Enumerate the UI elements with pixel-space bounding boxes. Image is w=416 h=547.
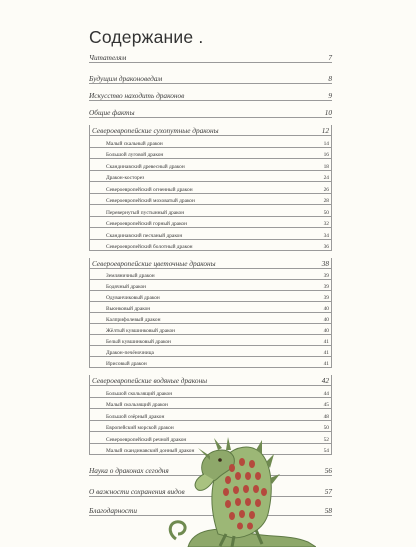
toc-subentry-label: Большой скользящий дракон xyxy=(106,390,173,397)
toc-subentry-label: Дракон-косторез xyxy=(106,175,145,181)
toc-entry-page: 58 xyxy=(324,506,332,515)
toc-subentry-page: 40 xyxy=(323,317,329,323)
toc-subentry-label: Скандинавский песчаный дракон xyxy=(106,232,183,239)
toc-section-label: Североевропейские цветочные драконы xyxy=(92,259,216,268)
toc-subentry[interactable] xyxy=(90,148,331,160)
toc-subentry[interactable] xyxy=(90,409,331,421)
toc-subentry-label: Бодячный дракон xyxy=(106,284,147,290)
toc-subentry-label: Малый скользящий дракон xyxy=(106,402,168,408)
toc-subentry-label: Вьюнковый дракон xyxy=(106,306,151,312)
toc-subentry[interactable] xyxy=(90,335,331,346)
toc-subentry[interactable] xyxy=(90,136,331,148)
toc-subentry[interactable] xyxy=(90,159,331,171)
toc-entry-label: Искусство находить драконов xyxy=(89,91,185,100)
toc-subentry-page: 39 xyxy=(323,284,329,290)
toc-subentry[interactable] xyxy=(90,421,331,433)
toc-subentry-page: 40 xyxy=(323,328,329,334)
toc-subentry[interactable] xyxy=(90,291,331,302)
toc-entry-label: Благодарности xyxy=(89,506,138,515)
toc-subentry[interactable] xyxy=(90,346,331,357)
toc-subentry[interactable] xyxy=(90,302,331,313)
toc-subentry[interactable] xyxy=(90,280,331,291)
toc-subentry[interactable] xyxy=(90,269,331,280)
toc-subentry-page: 26 xyxy=(323,186,329,193)
toc-subentry-page: 34 xyxy=(323,232,329,239)
toc-entry-label: Читателям xyxy=(89,53,127,62)
toc-section-header[interactable] xyxy=(90,125,331,136)
toc-subentry-page: 18 xyxy=(323,163,329,170)
toc-subentry-label: Большой луговой дракон xyxy=(106,152,164,158)
toc-subentry-label: Малый скандинавский донный дракон xyxy=(106,448,195,454)
toc-subentry-page: 45 xyxy=(323,402,329,408)
toc-subentry[interactable] xyxy=(90,386,331,398)
toc-subentry-label: Дракон-печёночница xyxy=(106,350,154,356)
toc-subentry-page: 52 xyxy=(323,436,329,443)
toc-subentry-label: Североевропейский речной дракон xyxy=(106,436,187,443)
toc-subentry-page: 24 xyxy=(323,175,329,181)
toc-subentry-page: 28 xyxy=(323,198,329,204)
page-title: Содержание . xyxy=(89,27,204,47)
toc-subentry-label: Малый скальный дракон xyxy=(106,140,163,147)
toc-subentry-page: 32 xyxy=(323,221,329,227)
toc-subentry-label: Одуванчиковый дракон xyxy=(106,295,160,301)
toc-subentry-page: 39 xyxy=(323,295,329,301)
toc-subentry[interactable] xyxy=(90,240,331,251)
toc-subentry-page: 54 xyxy=(323,448,329,454)
toc-subentry-page: 50 xyxy=(323,425,329,431)
toc-entry[interactable] xyxy=(89,101,332,118)
toc-subentry[interactable] xyxy=(90,313,331,324)
toc-entry-label: О важности сохранения видов xyxy=(89,487,185,496)
toc-subentry-label: Земляничный дракон xyxy=(106,273,155,279)
toc-subentry[interactable] xyxy=(90,182,331,194)
toc-subentry[interactable] xyxy=(90,171,331,183)
toc-section-page: 42 xyxy=(321,376,329,385)
toc-subentry-label: Жёлтый кувшинковый дракон xyxy=(106,328,176,334)
toc-entry[interactable] xyxy=(89,48,332,63)
toc-subentry[interactable] xyxy=(90,217,331,229)
toc-section-header[interactable] xyxy=(90,258,331,269)
toc-section-page: 38 xyxy=(321,259,329,268)
toc-subentry-page: 41 xyxy=(323,361,329,367)
toc-subentry-label: Калприфолевый дракон xyxy=(106,317,161,323)
toc-entry-label: Будущим драконоведам xyxy=(89,74,163,83)
toc-entry-page: 9 xyxy=(328,91,332,100)
toc-subentry-page: 14 xyxy=(323,140,329,147)
toc-subentry-label: Североевропейский горный дракон xyxy=(106,221,187,227)
dragon-illustration xyxy=(148,434,316,547)
toc-subentry-page: 16 xyxy=(323,152,329,158)
toc-subentry[interactable] xyxy=(90,357,331,367)
toc-subentry-label: Белый кувшинковый дракон xyxy=(106,339,171,345)
toc-subentry[interactable] xyxy=(90,205,331,217)
toc-entry-page: 8 xyxy=(328,74,332,83)
toc-subentry-label: Североевропейский огненный дракон xyxy=(106,186,193,193)
toc-section-page: 12 xyxy=(321,126,329,135)
toc-subentry[interactable] xyxy=(90,194,331,206)
toc-subentry-label: Североевропейский болотный дракон xyxy=(106,244,193,250)
toc-subentry[interactable] xyxy=(90,398,331,410)
toc-section-flower-dragons xyxy=(89,258,332,368)
toc-subentry-page: 44 xyxy=(323,390,329,397)
toc-entry[interactable] xyxy=(89,63,332,84)
toc-subentry-page: 41 xyxy=(323,339,329,345)
toc-subentry[interactable] xyxy=(90,324,331,335)
toc-entry-page: 7 xyxy=(328,53,332,62)
toc-subentry-label: Европейский морской дракон xyxy=(106,425,174,431)
toc-subentry-label: Североевропейский моховатый дракон xyxy=(106,198,195,204)
toc-section-label: Североевропейские сухопутные драконы xyxy=(92,126,219,135)
toc-entry-page: 57 xyxy=(324,487,332,496)
toc-subentry-label: Перевернутый пустынный дракон xyxy=(106,209,185,216)
toc-entry[interactable] xyxy=(89,84,332,101)
toc-entry-label: Общие факты xyxy=(89,108,135,117)
toc-subentry-page: 40 xyxy=(323,306,329,312)
toc-entry-page: 56 xyxy=(324,466,332,475)
toc-subentry-page: 50 xyxy=(323,209,329,216)
toc-entry-label: Наука о драконах сегодня xyxy=(89,466,169,475)
toc-subentry-label: Скандинавский древесный дракон xyxy=(106,163,185,170)
toc-subentry-page: 48 xyxy=(323,413,329,420)
toc-subentry[interactable] xyxy=(90,228,331,240)
toc-section-header[interactable] xyxy=(90,375,331,386)
toc-subentry-page: 41 xyxy=(323,350,329,356)
toc-subentry-label: Большой озёрный дракон xyxy=(106,413,165,420)
toc-entry-page: 10 xyxy=(324,108,332,117)
toc-section-label: Североевропейские водяные драконы xyxy=(92,376,208,385)
toc-subentry-label: Ирисовый дракон xyxy=(106,361,147,367)
toc-subentry-page: 36 xyxy=(323,244,329,250)
toc-section-land-dragons xyxy=(89,125,332,251)
toc-subentry-page: 39 xyxy=(323,273,329,279)
